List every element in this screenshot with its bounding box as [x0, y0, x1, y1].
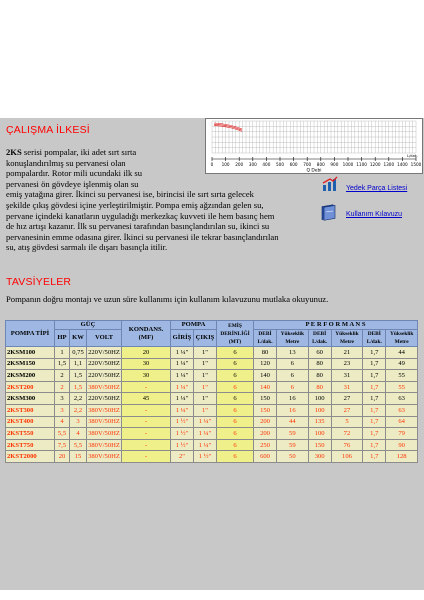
cell-outlet: 1" [194, 381, 217, 393]
cell-kw: 1,1 [70, 358, 87, 370]
cell-outlet: 1" [194, 404, 217, 416]
cell-model: 2KSM300 [6, 393, 55, 405]
cell-head-2: 106 [331, 451, 363, 463]
cell-head-1: 16 [277, 404, 309, 416]
col-suction-depth: EMİŞ DERİNLİĞİ (MT) [217, 321, 254, 347]
cell-flow-1: 600 [254, 451, 277, 463]
cell-outlet: 1" [194, 358, 217, 370]
col-capacitor: KONDANS.(MF) [122, 321, 171, 347]
table-row [6, 381, 418, 393]
cell-outlet: 1" [194, 370, 217, 382]
cell-hp: 4 [55, 416, 70, 428]
graph-tick-label: 100 [221, 162, 230, 167]
graph-tick-label: 700 [303, 162, 312, 167]
cell-flow-2: 100 [308, 428, 331, 440]
cell-model: 2KST300 [6, 404, 55, 416]
cell-head-2: 27 [331, 393, 363, 405]
cell-head-3: 55 [386, 370, 418, 382]
cell-capacitor: - [122, 451, 171, 463]
col-head-2: Yükseklik Metre [331, 330, 363, 347]
cell-depth: 6 [217, 416, 254, 428]
table-row [6, 358, 418, 370]
cell-flow-1: 140 [254, 381, 277, 393]
table-row [6, 404, 418, 416]
cell-kw: 1,5 [70, 381, 87, 393]
graph-tick-label: 900 [330, 162, 339, 167]
cell-hp: 3 [55, 393, 70, 405]
cell-flow-3: 1,7 [363, 370, 386, 382]
cell-outlet: 1 ¼" [194, 439, 217, 451]
cell-volt: 220V/50HZ [87, 347, 122, 359]
cell-kw: 1,5 [70, 370, 87, 382]
cell-outlet: 1" [194, 347, 217, 359]
graph-tick-label: 1200 [369, 162, 381, 167]
cell-head-1: 16 [277, 393, 309, 405]
cell-flow-3: 1,7 [363, 404, 386, 416]
book-icon[interactable] [320, 204, 338, 222]
cell-flow-2: 100 [308, 393, 331, 405]
col-performance: P E R F O R M A N S [254, 321, 418, 330]
text-line: konuşlandırılmış su pervanesi olan [6, 157, 126, 168]
spare-parts-link[interactable]: Yedek Parça Listesi [346, 185, 408, 192]
cell-capacitor: 30 [122, 358, 171, 370]
cell-head-3: 63 [386, 393, 418, 405]
col-pump-type: POMPA TİPİ [6, 321, 55, 347]
cell-flow-2: 80 [308, 370, 331, 382]
cell-inlet: 1 ½" [171, 428, 194, 440]
cell-head-1: 59 [277, 428, 309, 440]
cell-inlet: 1 ¼" [171, 358, 194, 370]
cell-inlet: 1 ½" [171, 416, 194, 428]
cell-flow-2: 300 [308, 451, 331, 463]
cell-volt: 220V/50HZ [87, 370, 122, 382]
text-line: pompalardır. Rotor mili ucundaki ilk su [6, 168, 143, 179]
graph-tick-label: 1500 [410, 162, 422, 167]
cell-depth: 6 [217, 381, 254, 393]
cell-flow-3: 1,7 [363, 416, 386, 428]
cell-capacitor: - [122, 381, 171, 393]
cell-inlet: 1 ½" [171, 439, 194, 451]
cell-kw: 2,2 [70, 404, 87, 416]
cell-capacitor: - [122, 439, 171, 451]
cell-flow-3: 1,7 [363, 393, 386, 405]
graph-xunit: L/dak. [407, 154, 418, 158]
chart-arrow-icon[interactable] [322, 176, 338, 192]
cell-flow-2: 135 [308, 416, 331, 428]
cell-head-2: 76 [331, 439, 363, 451]
cell-head-2: 27 [331, 404, 363, 416]
cell-head-2: 31 [331, 381, 363, 393]
col-outlet: ÇIKIŞ [194, 330, 217, 347]
col-hp: HP [55, 330, 70, 347]
col-head-3: Yükseklik Metre [386, 330, 418, 347]
cell-flow-2: 60 [308, 347, 331, 359]
cell-kw: 3 [70, 416, 87, 428]
cell-depth: 6 [217, 347, 254, 359]
cell-volt: 380V/50HZ [87, 439, 122, 451]
cell-model: 2KSM200 [6, 370, 55, 382]
cell-capacitor: 20 [122, 347, 171, 359]
manual-link[interactable]: Kullanım Kılavuzu [346, 211, 403, 218]
cell-hp: 7,5 [55, 439, 70, 451]
cell-flow-1: 80 [254, 347, 277, 359]
graph-tick-label: 1000 [342, 162, 354, 167]
cell-volt: 220V/50HZ [87, 393, 122, 405]
cell-capacitor: - [122, 416, 171, 428]
cell-outlet: 1 ¼" [194, 416, 217, 428]
cell-volt: 380V/50HZ [87, 428, 122, 440]
cell-head-3: 63 [386, 404, 418, 416]
graph-tick-label: 500 [276, 162, 284, 167]
text-line: pervanesi ön gövdeye işlenmiş olan su [6, 178, 139, 189]
cell-kw: 15 [70, 451, 87, 463]
cell-head-1: 59 [277, 439, 309, 451]
cell-hp: 3 [55, 404, 70, 416]
graph-tick-label: 200 [235, 162, 244, 167]
cell-depth: 6 [217, 358, 254, 370]
graph-tick-label: 1400 [397, 162, 408, 167]
series-name: 2KS [6, 147, 22, 157]
cell-volt: 380V/50HZ [87, 404, 122, 416]
cell-flow-1: 150 [254, 393, 277, 405]
cell-head-2: 5 [331, 416, 363, 428]
cell-flow-3: 1,7 [363, 347, 386, 359]
col-kw: KW [70, 330, 87, 347]
cell-hp: 2 [55, 381, 70, 393]
cell-inlet: 1 ¼" [171, 404, 194, 416]
text-line: su, atış gövdesi sarmalı ile dışarı basınçla itilir. [6, 242, 168, 253]
cell-hp: 5,5 [55, 428, 70, 440]
cell-head-1: 6 [277, 358, 309, 370]
cell-flow-1: 150 [254, 404, 277, 416]
cell-head-1: 6 [277, 381, 309, 393]
cell-head-3: 79 [386, 428, 418, 440]
cell-capacitor: - [122, 404, 171, 416]
cell-head-1: 13 [277, 347, 309, 359]
cell-head-1: 44 [277, 416, 309, 428]
cell-flow-3: 1,7 [363, 451, 386, 463]
cell-flow-3: 1,7 [363, 439, 386, 451]
cell-volt: 380V/50HZ [87, 381, 122, 393]
cell-kw: 5,5 [70, 439, 87, 451]
table-row [6, 416, 418, 428]
cell-head-2: 31 [331, 370, 363, 382]
graph-tick-label: 300 [248, 162, 257, 167]
text-line: emiş yatağına girer. İkinci su pervanesi ise, birincisi ile sırt sırta gelecek [6, 189, 254, 200]
cell-hp: 1,5 [55, 358, 70, 370]
cell-head-3: 49 [386, 358, 418, 370]
working-principle-title: ÇALIŞMA İLKESİ [6, 124, 90, 136]
working-principle-text [6, 147, 416, 253]
text-line: şekilde çıkış gövdesi içine yerleştirilmiştir. Pompa emiş ağzından gelen su, [6, 199, 264, 210]
cell-model: 2KST750 [6, 439, 55, 451]
table-row [6, 393, 418, 405]
cell-flow-3: 1,7 [363, 381, 386, 393]
cell-head-2: 21 [331, 347, 363, 359]
cell-outlet: 1 ½" [194, 451, 217, 463]
graph-tick-label: 400 [262, 162, 271, 167]
cell-depth: 6 [217, 404, 254, 416]
performance-table [5, 320, 418, 463]
cell-flow-2: 80 [308, 381, 331, 393]
cell-head-2: 72 [331, 428, 363, 440]
graph-xlabel: Q Debi [306, 168, 322, 174]
table-row [6, 439, 418, 451]
cell-outlet: 1 ¼" [194, 428, 217, 440]
cell-head-2: 23 [331, 358, 363, 370]
text-line: pervane içindeki kanatların uyguladığı merkezkaç kuvveti ile hem basınç hem [6, 210, 275, 221]
cell-head-1: 50 [277, 451, 309, 463]
col-inlet: GİRİŞ [171, 330, 194, 347]
cell-depth: 6 [217, 428, 254, 440]
text-line: de hız artışı kazanır. İlk su pervanesi tarafından basınçlandırılan su, ikinci su [6, 221, 270, 232]
text-line: serisi pompalar, iki adet sırt sırta [23, 147, 137, 157]
cell-volt: 220V/50HZ [87, 358, 122, 370]
cell-depth: 6 [217, 393, 254, 405]
cell-model: 2KST200 [6, 381, 55, 393]
table-row [6, 428, 418, 440]
cell-inlet: 1 ¼" [171, 393, 194, 405]
cell-volt: 380V/50HZ [87, 416, 122, 428]
table-row [6, 370, 418, 382]
cell-flow-1: 200 [254, 416, 277, 428]
cell-kw: 0,75 [70, 347, 87, 359]
cell-head-3: 44 [386, 347, 418, 359]
cell-inlet: 1 ¼" [171, 347, 194, 359]
cell-volt: 380V/50HZ [87, 451, 122, 463]
col-head-1: Yükseklik Metre [277, 330, 309, 347]
graph-tick-label: 0 [210, 162, 214, 167]
cell-model: 2KST400 [6, 416, 55, 428]
cell-hp: 20 [55, 451, 70, 463]
col-pump: POMPA [171, 321, 217, 330]
table-row [6, 451, 418, 463]
cell-flow-1: 140 [254, 370, 277, 382]
cell-head-3: 90 [386, 439, 418, 451]
cell-flow-1: 120 [254, 358, 277, 370]
cell-outlet: 1" [194, 393, 217, 405]
cell-flow-2: 150 [308, 439, 331, 451]
cell-hp: 2 [55, 370, 70, 382]
cell-model: 2KSM100 [6, 347, 55, 359]
cell-head-3: 55 [386, 381, 418, 393]
cell-flow-3: 1,7 [363, 358, 386, 370]
graph-tick-label: 600 [289, 162, 298, 167]
cell-head-3: 64 [386, 416, 418, 428]
table-row [6, 347, 418, 359]
cell-flow-2: 100 [308, 404, 331, 416]
cell-depth: 6 [217, 370, 254, 382]
col-flow-2: DEBİ L/dak. [308, 330, 331, 347]
cell-inlet: 2" [171, 451, 194, 463]
cell-depth: 6 [217, 451, 254, 463]
advice-title: TAVSİYELER [6, 276, 72, 288]
cell-kw: 2,2 [70, 393, 87, 405]
text-line: pervanesinin emme odasına girer. İkinci su pervanesi ile tekrar basınçlandırılan [6, 231, 279, 242]
col-power: GÜÇ [55, 321, 122, 330]
cell-model: 2KST550 [6, 428, 55, 440]
cell-capacitor: 30 [122, 370, 171, 382]
col-flow-1: DEBİ L/dak. [254, 330, 277, 347]
cell-flow-1: 250 [254, 439, 277, 451]
cell-kw: 4 [70, 428, 87, 440]
cell-inlet: 1 ¼" [171, 370, 194, 382]
graph-tick-label: 1100 [356, 162, 367, 167]
cell-flow-3: 1,7 [363, 428, 386, 440]
cell-flow-2: 80 [308, 358, 331, 370]
cell-head-3: 128 [386, 451, 418, 463]
cell-model: 2KST2000 [6, 451, 55, 463]
col-volt: VOLT [87, 330, 122, 347]
cell-inlet: 1 ¼" [171, 381, 194, 393]
cell-flow-1: 200 [254, 428, 277, 440]
cell-head-1: 6 [277, 370, 309, 382]
advice-text: Pompanın doğru montajı ve uzun süre kullanımı için kullanım kılavuzunu mutlaka okuyunuz. [6, 294, 329, 304]
cell-hp: 1 [55, 347, 70, 359]
cell-model: 2KSM150 [6, 358, 55, 370]
cell-capacitor: - [122, 428, 171, 440]
graph-tick-label: 1300 [383, 162, 395, 167]
col-flow-3: DEBİ L/dak. [363, 330, 386, 347]
graph-tick-label: 800 [316, 162, 325, 167]
cell-depth: 6 [217, 439, 254, 451]
cell-capacitor: 45 [122, 393, 171, 405]
